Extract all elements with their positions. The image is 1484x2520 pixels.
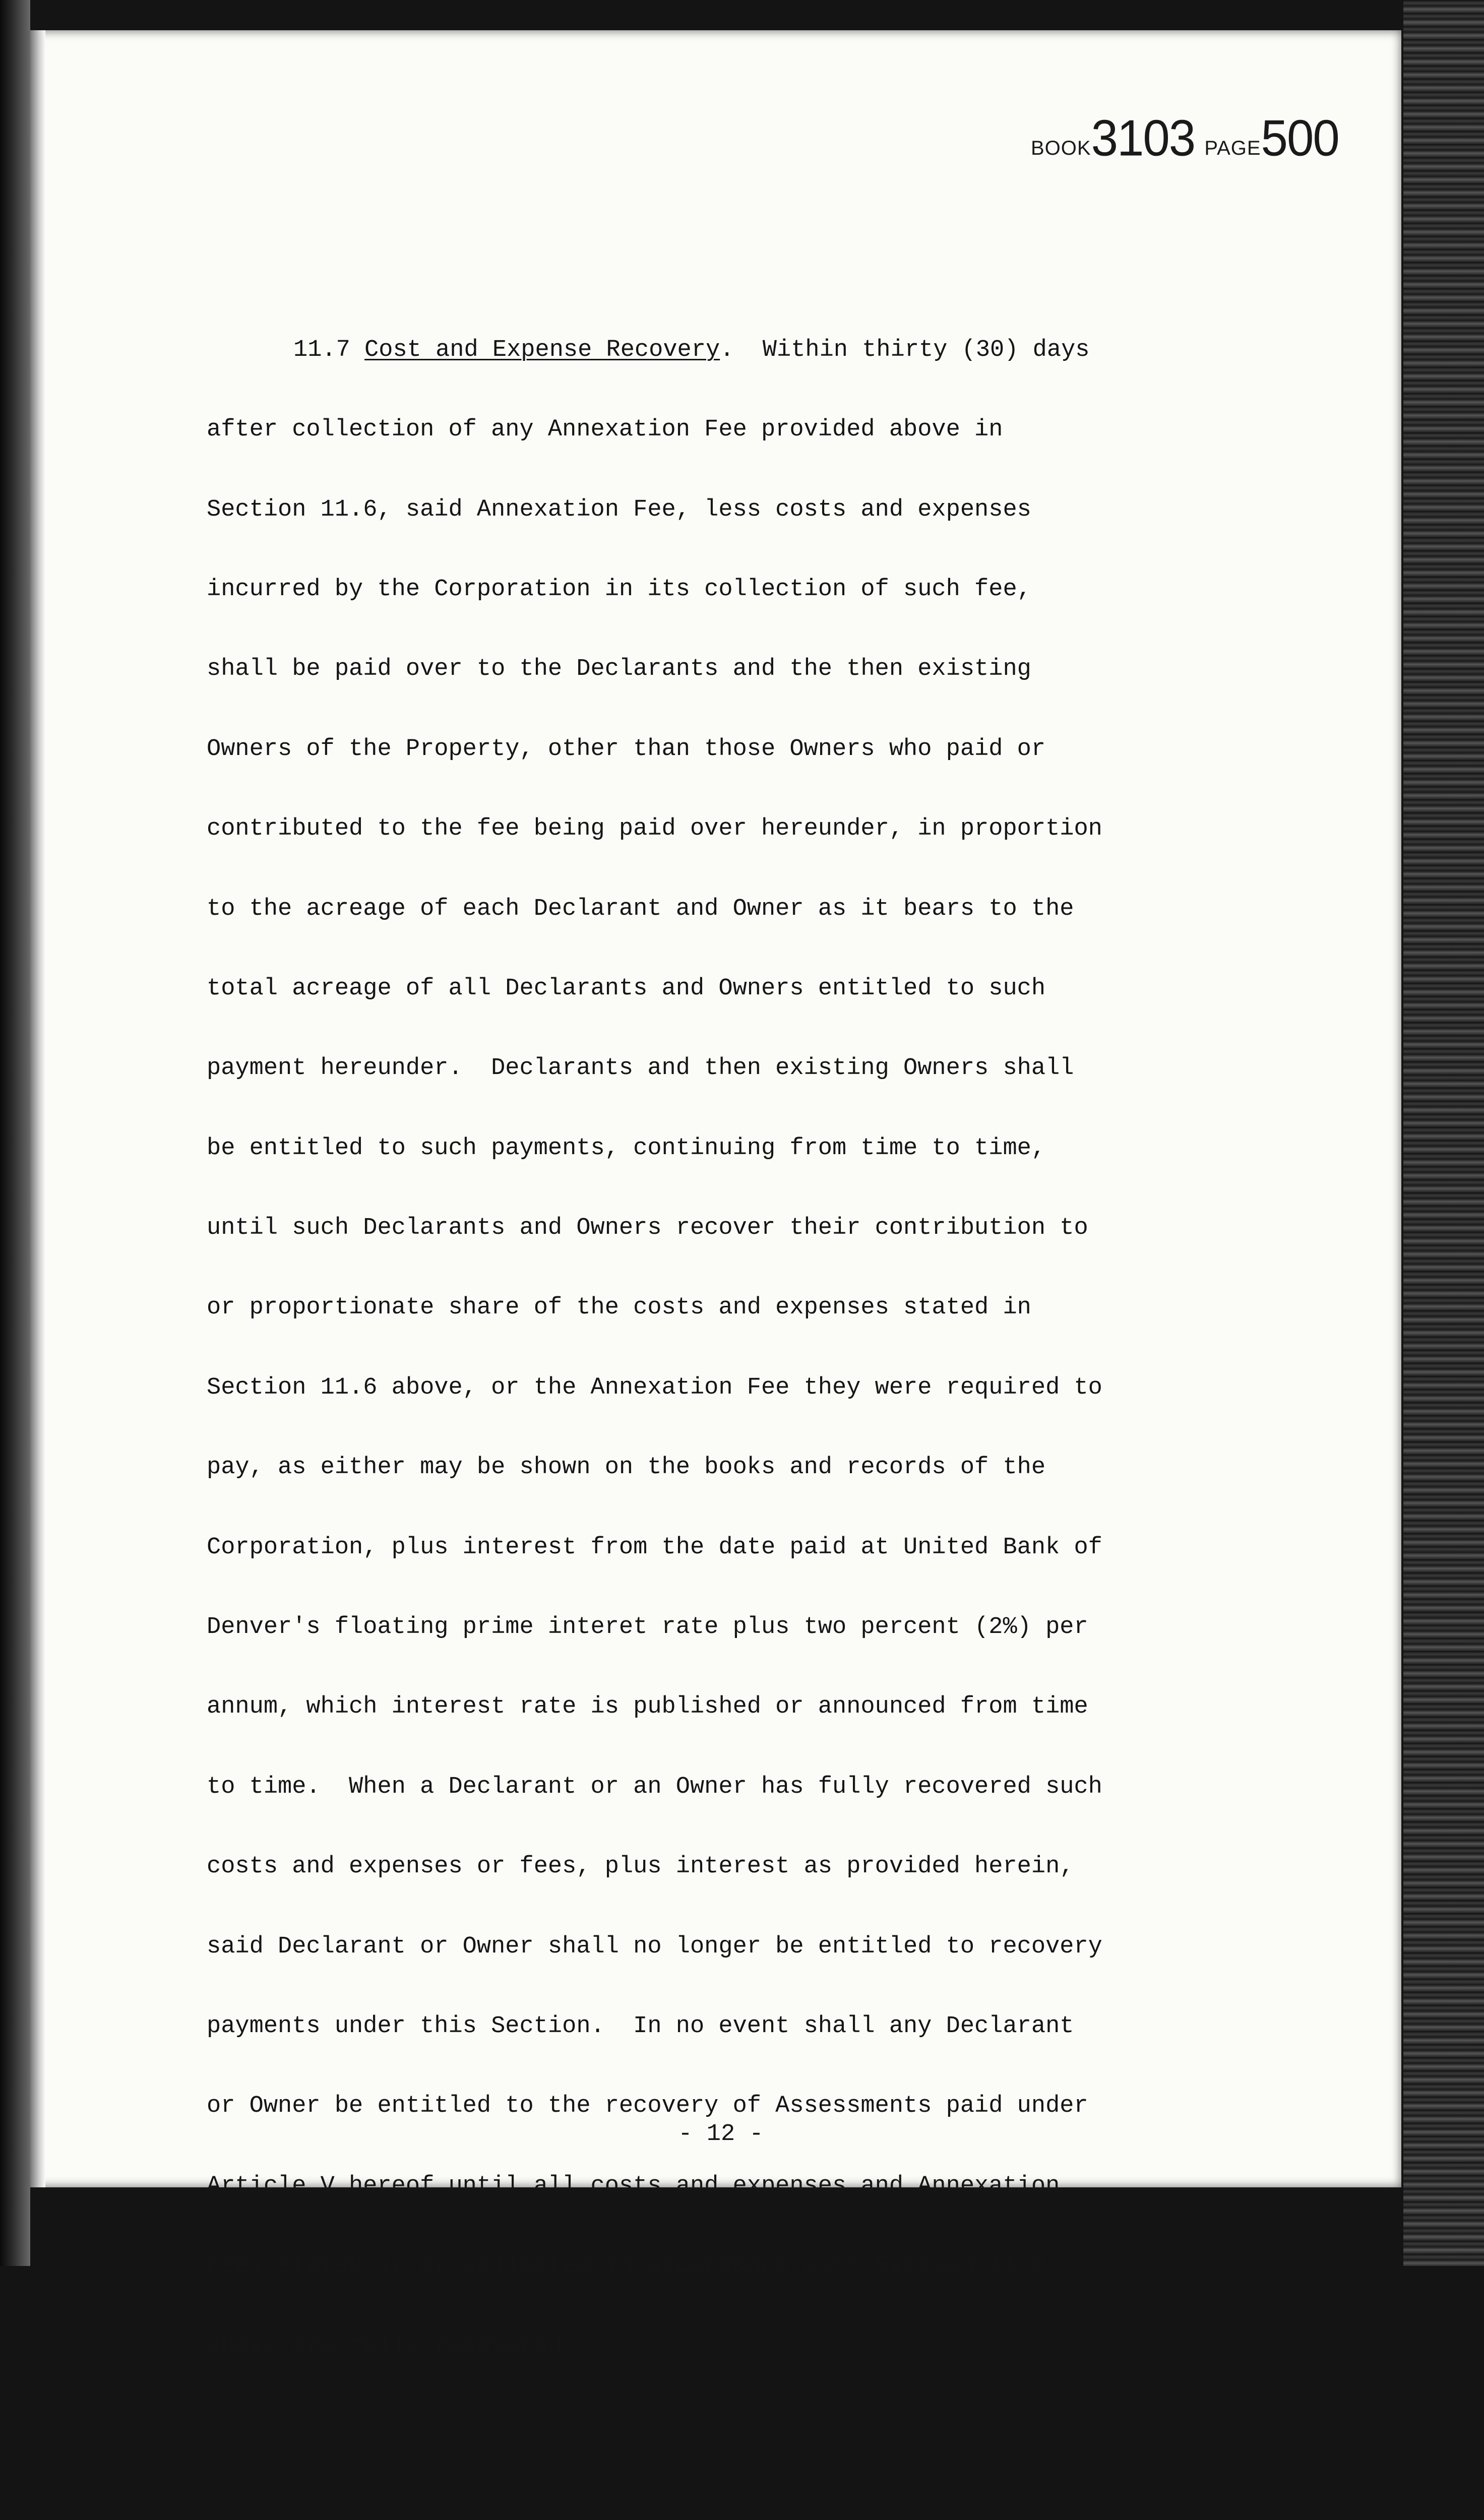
text-line: above are fully recovered. xyxy=(207,2332,577,2359)
text-line: Fees stated in or collected in accordance with Section 11.6 xyxy=(207,2252,1046,2280)
text-line: to time. When a Declarant or an Owner has fully recovered such xyxy=(207,1773,1102,1800)
scan-border-left xyxy=(0,0,30,2266)
section-number: 11.7 xyxy=(293,336,350,363)
text-line: Section 11.6 above, or the Annexation Fee they were required to xyxy=(207,1374,1102,1401)
section-title: Cost and Expense Recovery xyxy=(364,336,720,363)
text-line: pay, as either may be shown on the books and records of the xyxy=(207,1454,1046,1481)
text-line: Denver's floating prime interet rate plus two percent (2%) per xyxy=(207,1614,1088,1641)
text-line: incurred by the Corporation in its collection of such fee, xyxy=(207,576,1031,603)
text-line: Article V hereof until all costs and expenses and Annexation xyxy=(207,2172,1060,2199)
book-page-reference xyxy=(1031,111,1343,166)
text-line: contributed to the fee being paid over hereunder, in proportion xyxy=(207,815,1102,843)
text-line: annum, which interest rate is published or announced from time xyxy=(207,1693,1088,1721)
scan-border-right xyxy=(1403,0,1484,2266)
section-first-line xyxy=(207,337,1265,364)
page-label: PAGE xyxy=(1204,137,1261,159)
text-line: payments under this Section. In no event shall any Declarant xyxy=(207,2012,1074,2040)
section-11-7 xyxy=(207,284,1265,2413)
text-line: costs and expenses or fees, plus interest as provided herein, xyxy=(207,1853,1074,1880)
text-line: or proportionate share of the costs and expenses stated in xyxy=(207,1294,1031,1321)
text-line: or Owner be entitled to the recovery of Assessments paid under xyxy=(207,2093,1088,2120)
text-line: . Within thirty (30) days xyxy=(720,336,1090,363)
text-line: Section 11.6, said Annexation Fee, less costs and expenses xyxy=(207,496,1031,523)
text-line: payment hereunder. Declarants and then existing Owners shall xyxy=(207,1055,1074,1082)
text-line: total acreage of all Declarants and Owners entitled to such xyxy=(207,975,1046,1002)
text-line: shall be paid over to the Declarants and the then existing xyxy=(207,656,1031,683)
text-line: after collection of any Annexation Fee provided above in xyxy=(207,416,1003,444)
book-number: 3103 xyxy=(1091,110,1195,167)
text-line: until such Declarants and Owners recover their contribution to xyxy=(207,1215,1088,1242)
page-edge-shadow xyxy=(30,30,45,2187)
text-line: to the acreage of each Declarant and Owner as it bears to the xyxy=(207,895,1074,922)
text-line: Corporation, plus interest from the date paid at United Bank of xyxy=(207,1534,1102,1561)
text-line: said Declarant or Owner shall no longer be entitled to recovery xyxy=(207,1933,1102,1960)
text-line: Owners of the Property, other than those Owners who paid or xyxy=(207,735,1046,763)
page-ref-number: 500 xyxy=(1261,110,1339,167)
page-number: - 12 - xyxy=(678,2121,764,2148)
book-label: BOOK xyxy=(1031,137,1091,159)
text-line: be entitled to such payments, continuing from time to time, xyxy=(207,1135,1046,1162)
spacer xyxy=(207,2492,1265,2515)
document-body xyxy=(207,177,1265,2520)
